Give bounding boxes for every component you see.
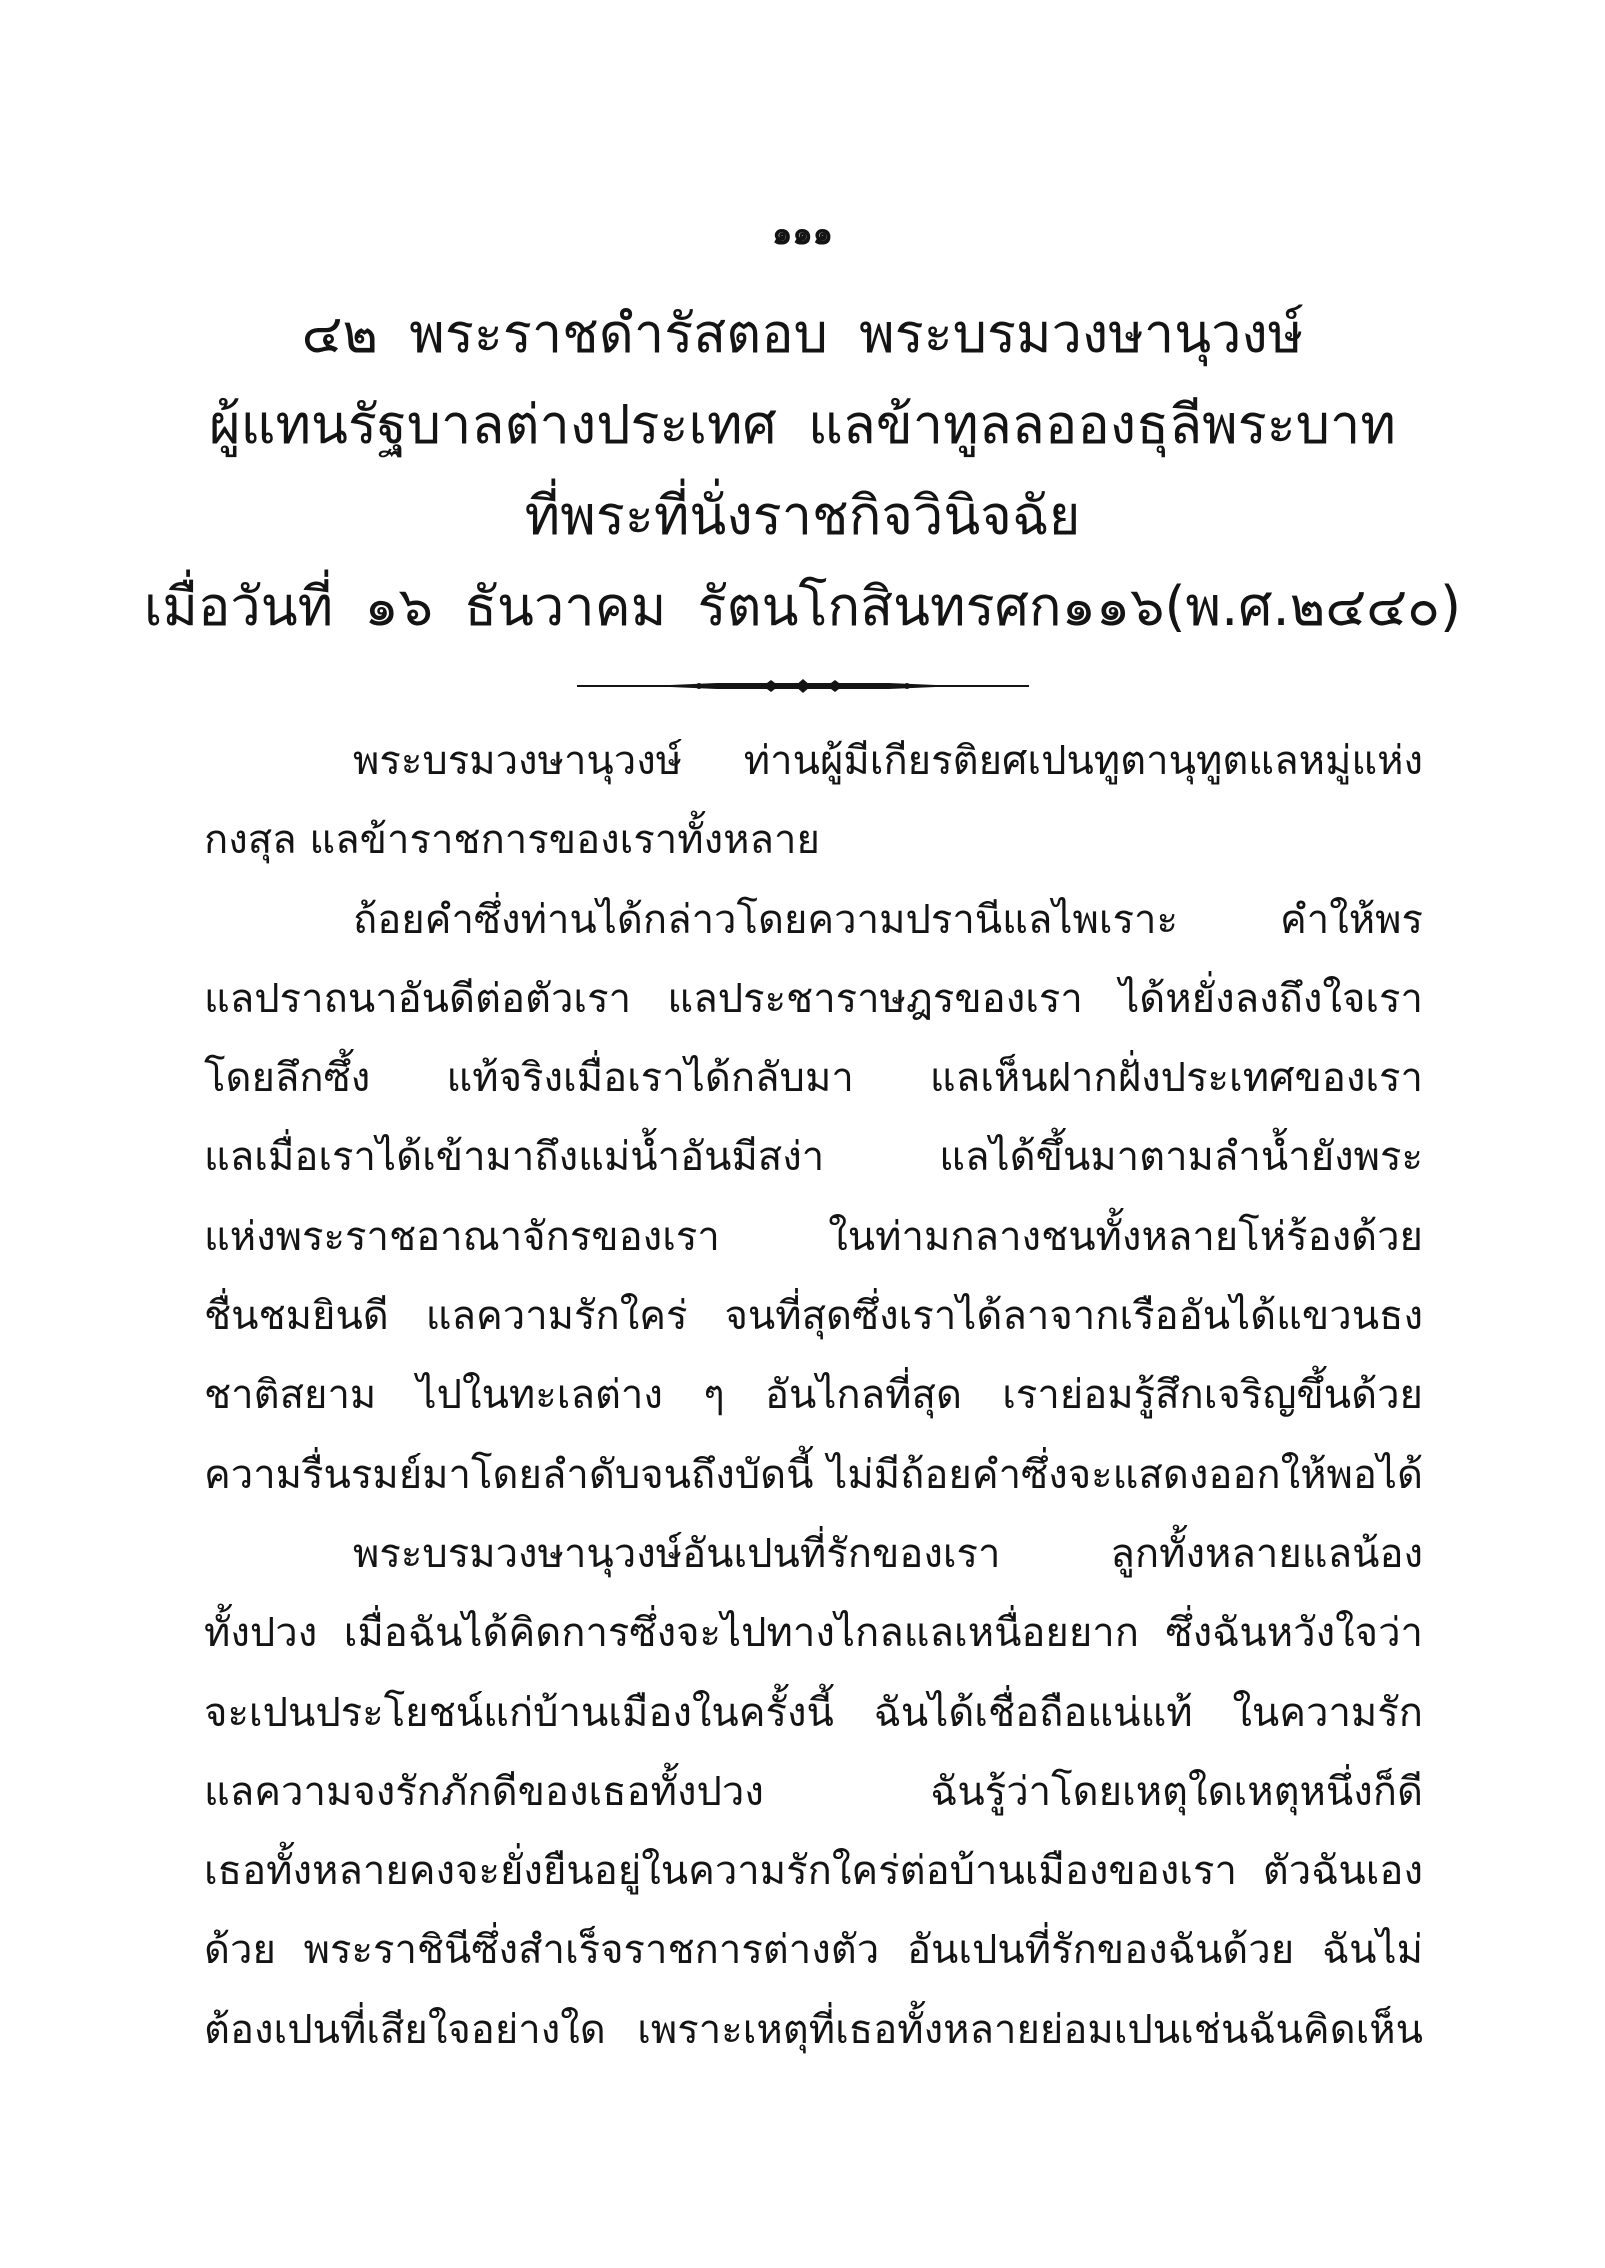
text-line: เธอทั้งหลายคงจะยั่งยืนอยู่ในความรักใคร่ต่อบ้านเมืองของเรา ตัวฉันเอง xyxy=(204,1848,1423,1895)
text-line: ถ้อยคำซึ่งท่านได้กล่าวโดยความปรานีแลไพเราะ คำให้พร xyxy=(353,896,1423,943)
text-line: ความรื่นรมย์มาโดยลำดับจนถึงบัดนี้ ไม่มีถ้อยคำซึ่งจะแสดงออกให้พอได้ xyxy=(204,1451,1423,1498)
heading-place-line: ที่พระที่นั่งราชกิจวินิจฉัย xyxy=(524,484,1081,547)
text-line: ด้วย พระราชินีซึ่งสำเร็จราชการต่างตัว อันเปนที่รักของฉันด้วย ฉันไม่ xyxy=(204,1927,1423,1974)
text-line: ต้องเปนที่เสียใจอย่างใด เพราะเหตุที่เธอทั้งหลายย่อมเปนเช่นฉันคิดเห็น xyxy=(204,2006,1423,2053)
text-line: ชื่นชมยินดี แลความรักใคร่ จนที่สุดซึ่งเราได้ลาจากเรืออันได้แขวนธง xyxy=(204,1293,1423,1340)
text-line: จะเปนประโยชน์แก่บ้านเมืองในครั้งนี้ ฉันได้เชื่อถือแน่แท้ ในความรัก xyxy=(204,1689,1423,1736)
text-line: แลเมื่อเราได้เข้ามาถึงแม่น้ำอันมีสง่า แลได้ขึ้นมาตามลำน้ำยังพระ xyxy=(204,1134,1423,1181)
heading-title-line: ๔๒ พระราชดำรัสตอบ พระบรมวงษานุวงษ์ xyxy=(301,302,1304,365)
paragraph xyxy=(204,1515,1423,2070)
page-number: ๑๑๑ xyxy=(772,214,833,252)
text-line: โดยลึกซึ้ง แท้จริงเมื่อเราได้กลับมา แลเห็นฝากฝั่งประเทศของเรา xyxy=(204,1055,1423,1102)
text-line: ทั้งปวง เมื่อฉันได้คิดการซึ่งจะไปทางไกลแลเหนื่อยยาก ซึ่งฉันหวังใจว่า xyxy=(204,1610,1423,1657)
paragraph xyxy=(204,722,1423,881)
text-line: พระบรมวงษานุวงษ์ ท่านผู้มีเกียรติยศเปนทูตานุทูตแลหมู่แห่ง xyxy=(353,738,1423,784)
ornamental-divider xyxy=(577,676,1029,696)
heading xyxy=(120,288,1485,652)
body-text xyxy=(204,722,1423,2070)
text-line: พระบรมวงษานุวงษ์อันเปนที่รักของเรา ลูกทั้งหลายแลน้อง xyxy=(353,1530,1423,1577)
heading-subtitle-line: ผู้แทนรัฐบาลต่างประเทศ แลข้าทูลลอองธุลีพระบาท xyxy=(209,393,1396,456)
text-line: แลปราถนาอันดีต่อตัวเรา แลประชาราษฎรของเรา ได้หยั่งลงถึงใจเรา xyxy=(204,975,1423,1022)
text-line: ชาติสยาม ไปในทะเลต่าง ๆ อันไกลที่สุด เราย่อมรู้สึกเจริญขึ้นด้วย xyxy=(204,1372,1423,1419)
text-line: แห่งพระราชอาณาจักรของเรา ในท่ามกลางชนทั้งหลายโห่ร้องด้วย xyxy=(204,1213,1423,1260)
paragraph xyxy=(204,881,1423,1515)
heading-date-line: เมื่อวันที่ ๑๖ ธันวาคม รัตนโกสินทรศก๑๑๖(พ.ศ.๒๔๔๐) xyxy=(143,575,1462,638)
text-line: แลความจงรักภักดีของเธอทั้งปวง ฉันรู้ว่าโดยเหตุใดเหตุหนึ่งก็ดี xyxy=(204,1768,1423,1815)
text-line: กงสุล แลข้าราชการของเราทั้งหลาย xyxy=(204,817,820,864)
